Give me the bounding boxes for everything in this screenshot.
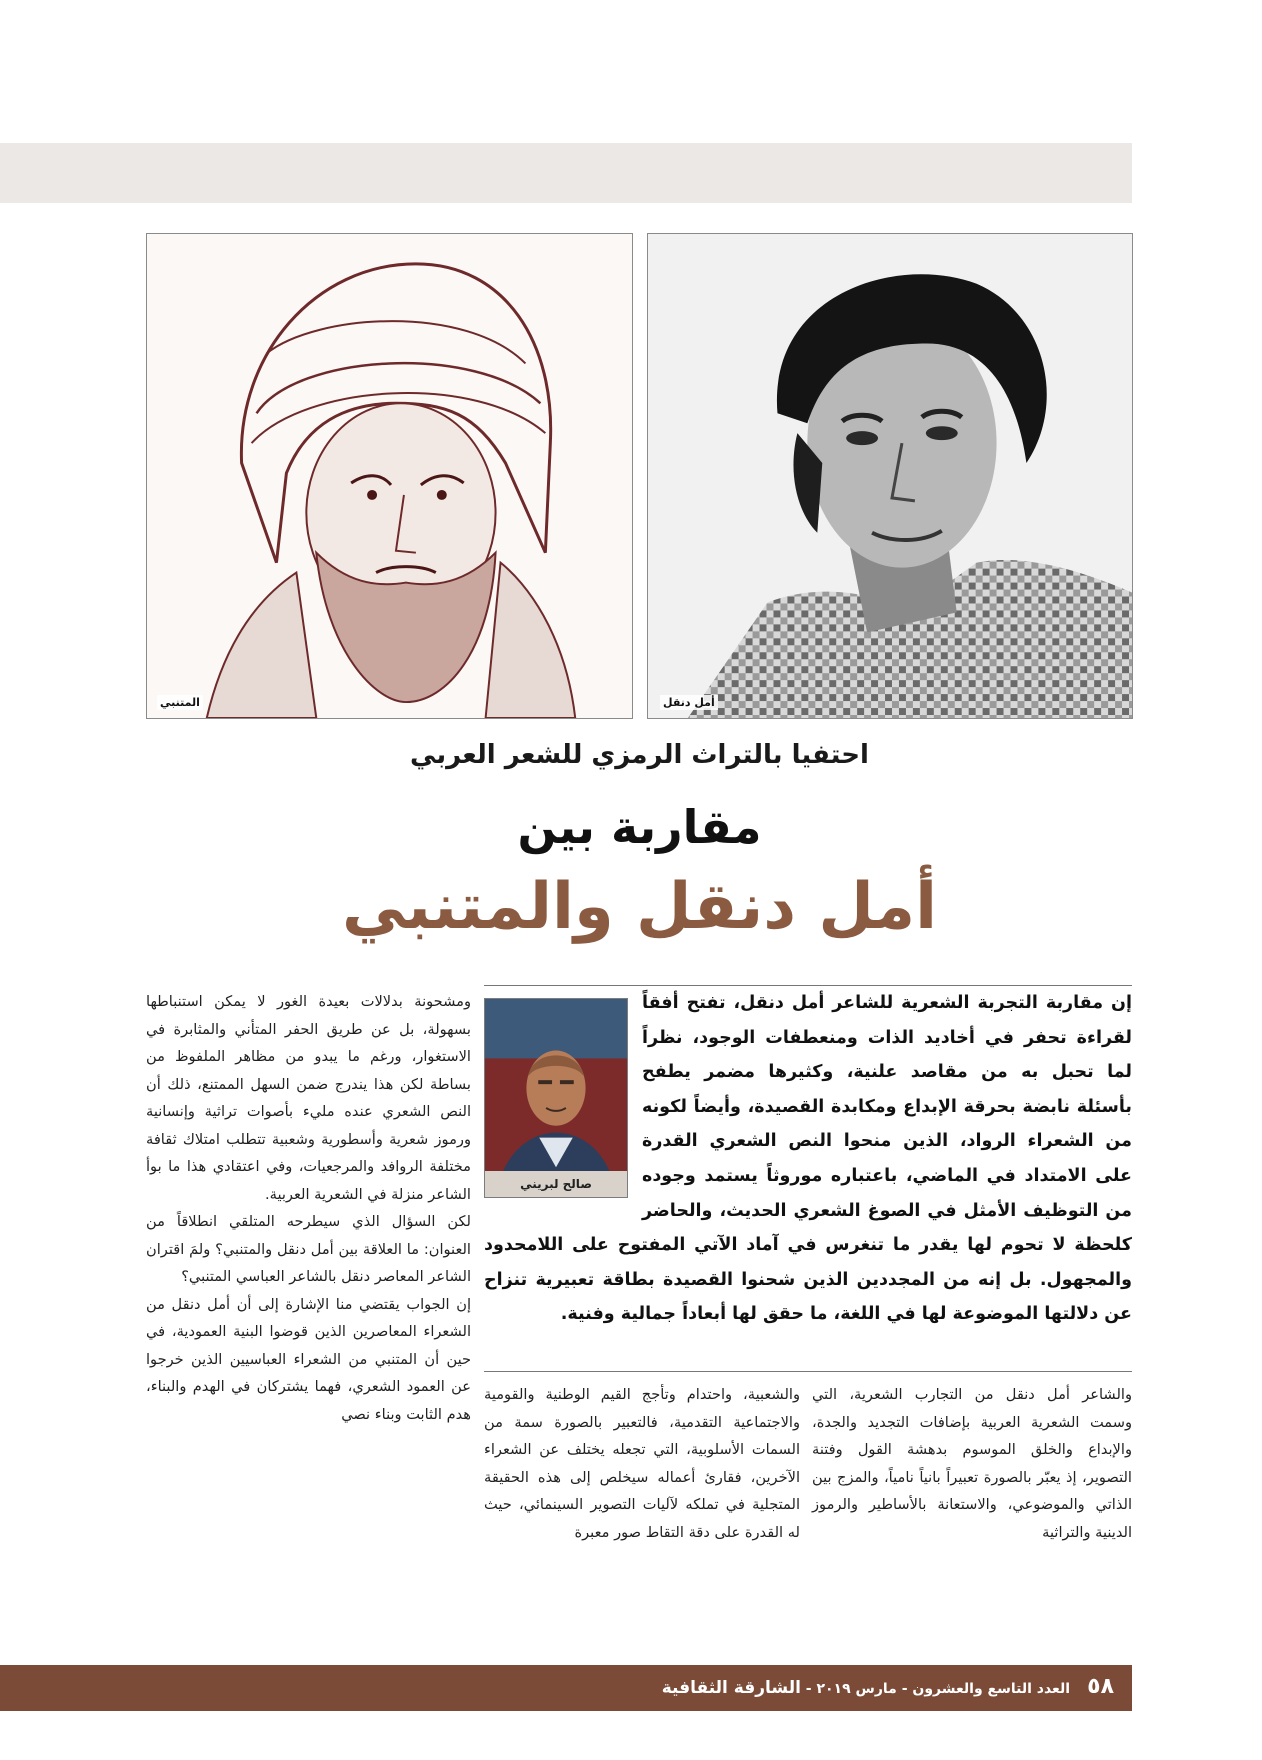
column-right-paragraph: والشاعر أمل دنقل من التجارب الشعرية، التي وسمت الشعرية العربية بإضافات التجديد والجدة، والإبداع والخلق الموسوم بدهشة القول وفتنة التصوير، إذ يعبّر بالصورة تعبيراً بانياً نامياً، والمزج بين الذاتي والموضوعي، والاستعانة بالأساطير والرموز الدينية والتراثية xyxy=(812,1386,1132,1541)
lead-text: إن مقاربة التجربة الشعرية للشاعر أمل دنقل، تفتح أفقاً لقراءة تحفر في أخاديد الذات ومنعطفات الوجود، نظراً لما تحبل به من مقاصد علنية، وكثيرها مضمر يطفح بأسئلة نابضة بحرقة الإبداع ومكابدة القصيدة، وأيضاً لكونه من الشعراء الرواد، الذين منحوا النص الشعري القدرة على الامتداد في الماضي، باعتباره موروثاً يستمد وجوده من التوظيف الأمثل في الصوغ الشعري الحديث، والحاضر كلحظة لا تحوم لها يقدر ما تنغرس في آماد الآتي المفتوح على اللامحدود والمجهول. بل إنه من المجددين الذين شحنوا القصيدة بطاقة تعبيرية تنزاح عن دلالتها الموضوعة لها في اللغة، ما حقق لها أبعاداً جمالية وفنية. xyxy=(484,993,1132,1325)
column-middle xyxy=(484,1381,800,1546)
column-left-paragraph-2: لكن السؤال الذي سيطرحه المتلقي انطلاقاً من العنوان: ما العلاقة بين أمل دنقل والمتنبي؟ ولمَ اقتران الشاعر المعاصر دنقل بالشاعر العباسي المتنبي؟ xyxy=(146,1213,471,1285)
footer-issue-line xyxy=(660,1678,1070,1698)
column-right xyxy=(812,1381,1132,1546)
column-left-paragraph-3: إن الجواب يقتضي منا الإشارة إلى أن أمل دنقل من الشعراء المعاصرين الذين قوضوا البنية العمودية، في حين أن المتنبي من الشعراء العباسيين الذين خرجوا عن العمود الشعري، فهما يشتركان في الهدم والبناء، هدم الثابت وبناء نصي xyxy=(146,1295,471,1423)
column-left xyxy=(146,988,471,1428)
mutanabbi-sketch-image xyxy=(146,233,633,719)
author-photo xyxy=(484,998,628,1198)
author-portrait xyxy=(485,999,627,1197)
mutanabbi-sketch-drawing xyxy=(147,234,632,718)
author-name: صالح لبريني xyxy=(485,1171,627,1197)
footer-issue-text: العدد التاسع والعشرون - مارس ٢٠١٩ - xyxy=(805,1681,1070,1697)
headline-title-line2: أمل دنقل والمتنبي xyxy=(341,870,938,944)
mutanabbi-caption: المتنبي xyxy=(157,695,203,710)
page-number: ٥٨ xyxy=(1087,1674,1114,1699)
lead-bottom-rule xyxy=(484,1371,1132,1372)
amal-dunqul-caption: أمل دنقل xyxy=(660,695,718,710)
column-middle-paragraph: والشعبية، واحتدام وتأجج القيم الوطنية والقومية والاجتماعية التقدمية، فالتعبير بالصورة سمة من السمات الأسلوبية، التي تجعله يختلف عن الشعراء الآخرين، فقارئ أعماله سيخلص إلى هذه الحقيقة المتجلية في تملكه لآليات التصوير السينمائي، حيث له القدرة على دقة التقاط صور معبرة xyxy=(484,1386,800,1541)
column-left-paragraph-1: ومشحونة بدلالات بعيدة الغور لا يمكن استنباطها بسهولة، بل عن طريق الحفر المتأني والمثابرة في الاستغوار، ورغم ما يبدو من مظاهر الملفوظ من بساطة لكن هذا يندرج ضمن السهل الممتنع، ذلك أن النص الشعري عنده مليء بأصوات تراثية وإنسانية ورموز شعرية وأسطورية وشعبية تتطلب امتلاك ثقافة مختلفة الروافد والمرجعيات، وفي اعتقادي هذا ما بوأ الشاعر منزلة في الشعرية العربية. xyxy=(146,993,471,1203)
headline-kicker: احتفيا بالتراث الرمزي للشعر العربي xyxy=(410,740,869,770)
lead-paragraph-block xyxy=(484,985,1132,1332)
magazine-brand-logo: الشارقة الثقافية xyxy=(661,1678,801,1698)
amal-dunqul-portrait xyxy=(648,234,1132,718)
headline-title-line1: مقاربة بين xyxy=(517,800,762,854)
footer-bar xyxy=(0,1665,1132,1711)
top-decorative-band xyxy=(0,143,1132,203)
amal-dunqul-photo xyxy=(647,233,1133,719)
